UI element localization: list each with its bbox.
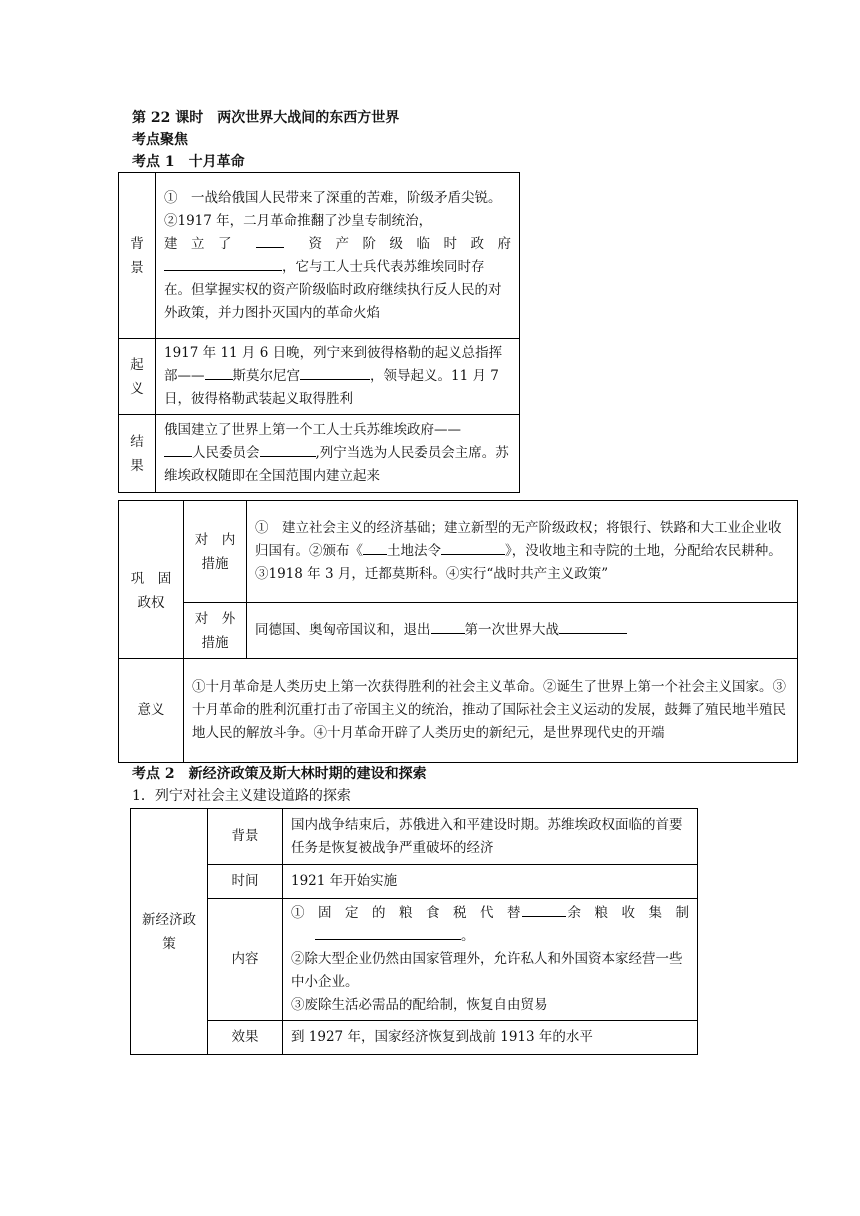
topic1-heading: 考点 1 十月革命 — [132, 154, 245, 170]
nep-content-cell: ① 固 定 的 粮 食 税 代 替 余 粮 收 集 制 。 ②除大型企业仍然由国家管理外，允许私人和外国资本家经营一些中小企业。 ③废除生活必需品的配给制，恢复自由贸易 — [283, 899, 698, 1021]
table-row — [131, 865, 698, 899]
answer-blank[interactable] — [256, 233, 284, 248]
result-cell: 俄国建立了世界上第一个工人士兵苏维埃政府—— 人民委员会 ,列宁当选为人民委员会主席。苏维埃政权随即在全国范围内建立起来 — [156, 415, 520, 493]
table-row — [119, 501, 798, 603]
row-label-background: 背景 — [119, 173, 156, 339]
table-row — [119, 173, 520, 339]
section-heading: 考点聚焦 — [132, 132, 188, 148]
answer-blank[interactable] — [522, 902, 566, 917]
row-label-result: 结果 — [119, 415, 156, 493]
answer-blank[interactable] — [441, 540, 505, 555]
row-label-internal: 对 内措施 — [184, 501, 247, 603]
table-row — [119, 659, 798, 763]
table-row — [131, 809, 698, 865]
answer-blank[interactable] — [559, 619, 627, 634]
row-label-effect: 效果 — [208, 1021, 283, 1055]
answer-blank[interactable] — [205, 365, 233, 380]
subsection-heading: 1．列宁对社会主义建设道路的探索 — [132, 788, 351, 804]
answer-blank[interactable] — [164, 442, 192, 457]
row-label-nep: 新经济政策 — [131, 809, 208, 1055]
nep-time-cell: 1921 年开始实施 — [283, 865, 698, 899]
table-row — [131, 899, 698, 1021]
answer-blank[interactable] — [315, 925, 461, 940]
nep-background-cell: 国内战争结束后，苏俄进入和平建设时期。苏维埃政权面临的首要任务是恢复被战争严重破坏的经济 — [283, 809, 698, 865]
row-label-external: 对 外措施 — [184, 603, 247, 659]
row-label-time: 时间 — [208, 865, 283, 899]
row-label-significance: 意义 — [119, 659, 184, 763]
page-title: 第 22 课时 两次世界大战间的东西方世界 — [132, 110, 400, 126]
row-label-background: 背景 — [208, 809, 283, 865]
new-economic-policy-table — [130, 808, 698, 1055]
row-label-uprising: 起义 — [119, 339, 156, 415]
row-label-consolidate: 巩 固政权 — [119, 501, 184, 659]
significance-cell: ①十月革命是人类历史上第一次获得胜利的社会主义革命。②诞生了世界上第一个社会主义国家。③十月革命的胜利沉重打击了帝国主义的统治，推动了国际社会主义运动的发展，鼓舞了殖民地半殖民地人民的解放斗争。④十月革命开辟了人类历史的新纪元，是世界现代史的开端 — [184, 659, 798, 763]
external-measures-cell: 同德国、奥匈帝国议和，退出 第一次世界大战 — [247, 603, 798, 659]
table-row — [119, 415, 520, 493]
table-row — [119, 603, 798, 659]
internal-measures-cell: ① 建立社会主义的经济基础；建立新型的无产阶级政权；将银行、铁路和大工业企业收归国有。②颁布《 土地法令 》，没收地主和寺院的土地，分配给农民耕种。③1918 年 3 月，迁都莫斯科。④实行“战时共产主义政策” — [247, 501, 798, 603]
answer-blank[interactable] — [164, 256, 282, 271]
answer-blank[interactable] — [431, 619, 465, 634]
answer-blank[interactable] — [300, 365, 370, 380]
answer-blank[interactable] — [260, 442, 316, 457]
table-row — [119, 339, 520, 415]
answer-blank[interactable] — [363, 540, 387, 555]
nep-effect-cell: 到 1927 年，国家经济恢复到战前 1913 年的水平 — [283, 1021, 698, 1055]
october-revolution-table — [118, 172, 520, 493]
topic2-heading: 考点 2 新经济政策及斯大林时期的建设和探索 — [132, 766, 427, 782]
consolidation-table — [118, 500, 798, 763]
background-cell: ① 一战给俄国人民带来了深重的苦难，阶级矛盾尖锐。②1917 年，二月革命推翻了沙皇专制统治， 建 立 了 资 产 阶 级 临 时 政 府 ，它与工人士兵代表苏维埃同时存在。但掌握实权的资产阶级临时政府继续执行反人民的对外政策，并力图扑灭国内的革命火焰 — [156, 173, 520, 339]
uprising-cell: 1917 年 11 月 6 日晚，列宁来到彼得格勒的起义总指挥部—— 斯莫尔尼宫 ，领导起义。11 月 7 日，彼得格勒武装起义取得胜利 — [156, 339, 520, 415]
table-row — [131, 1021, 698, 1055]
row-label-content: 内容 — [208, 899, 283, 1021]
